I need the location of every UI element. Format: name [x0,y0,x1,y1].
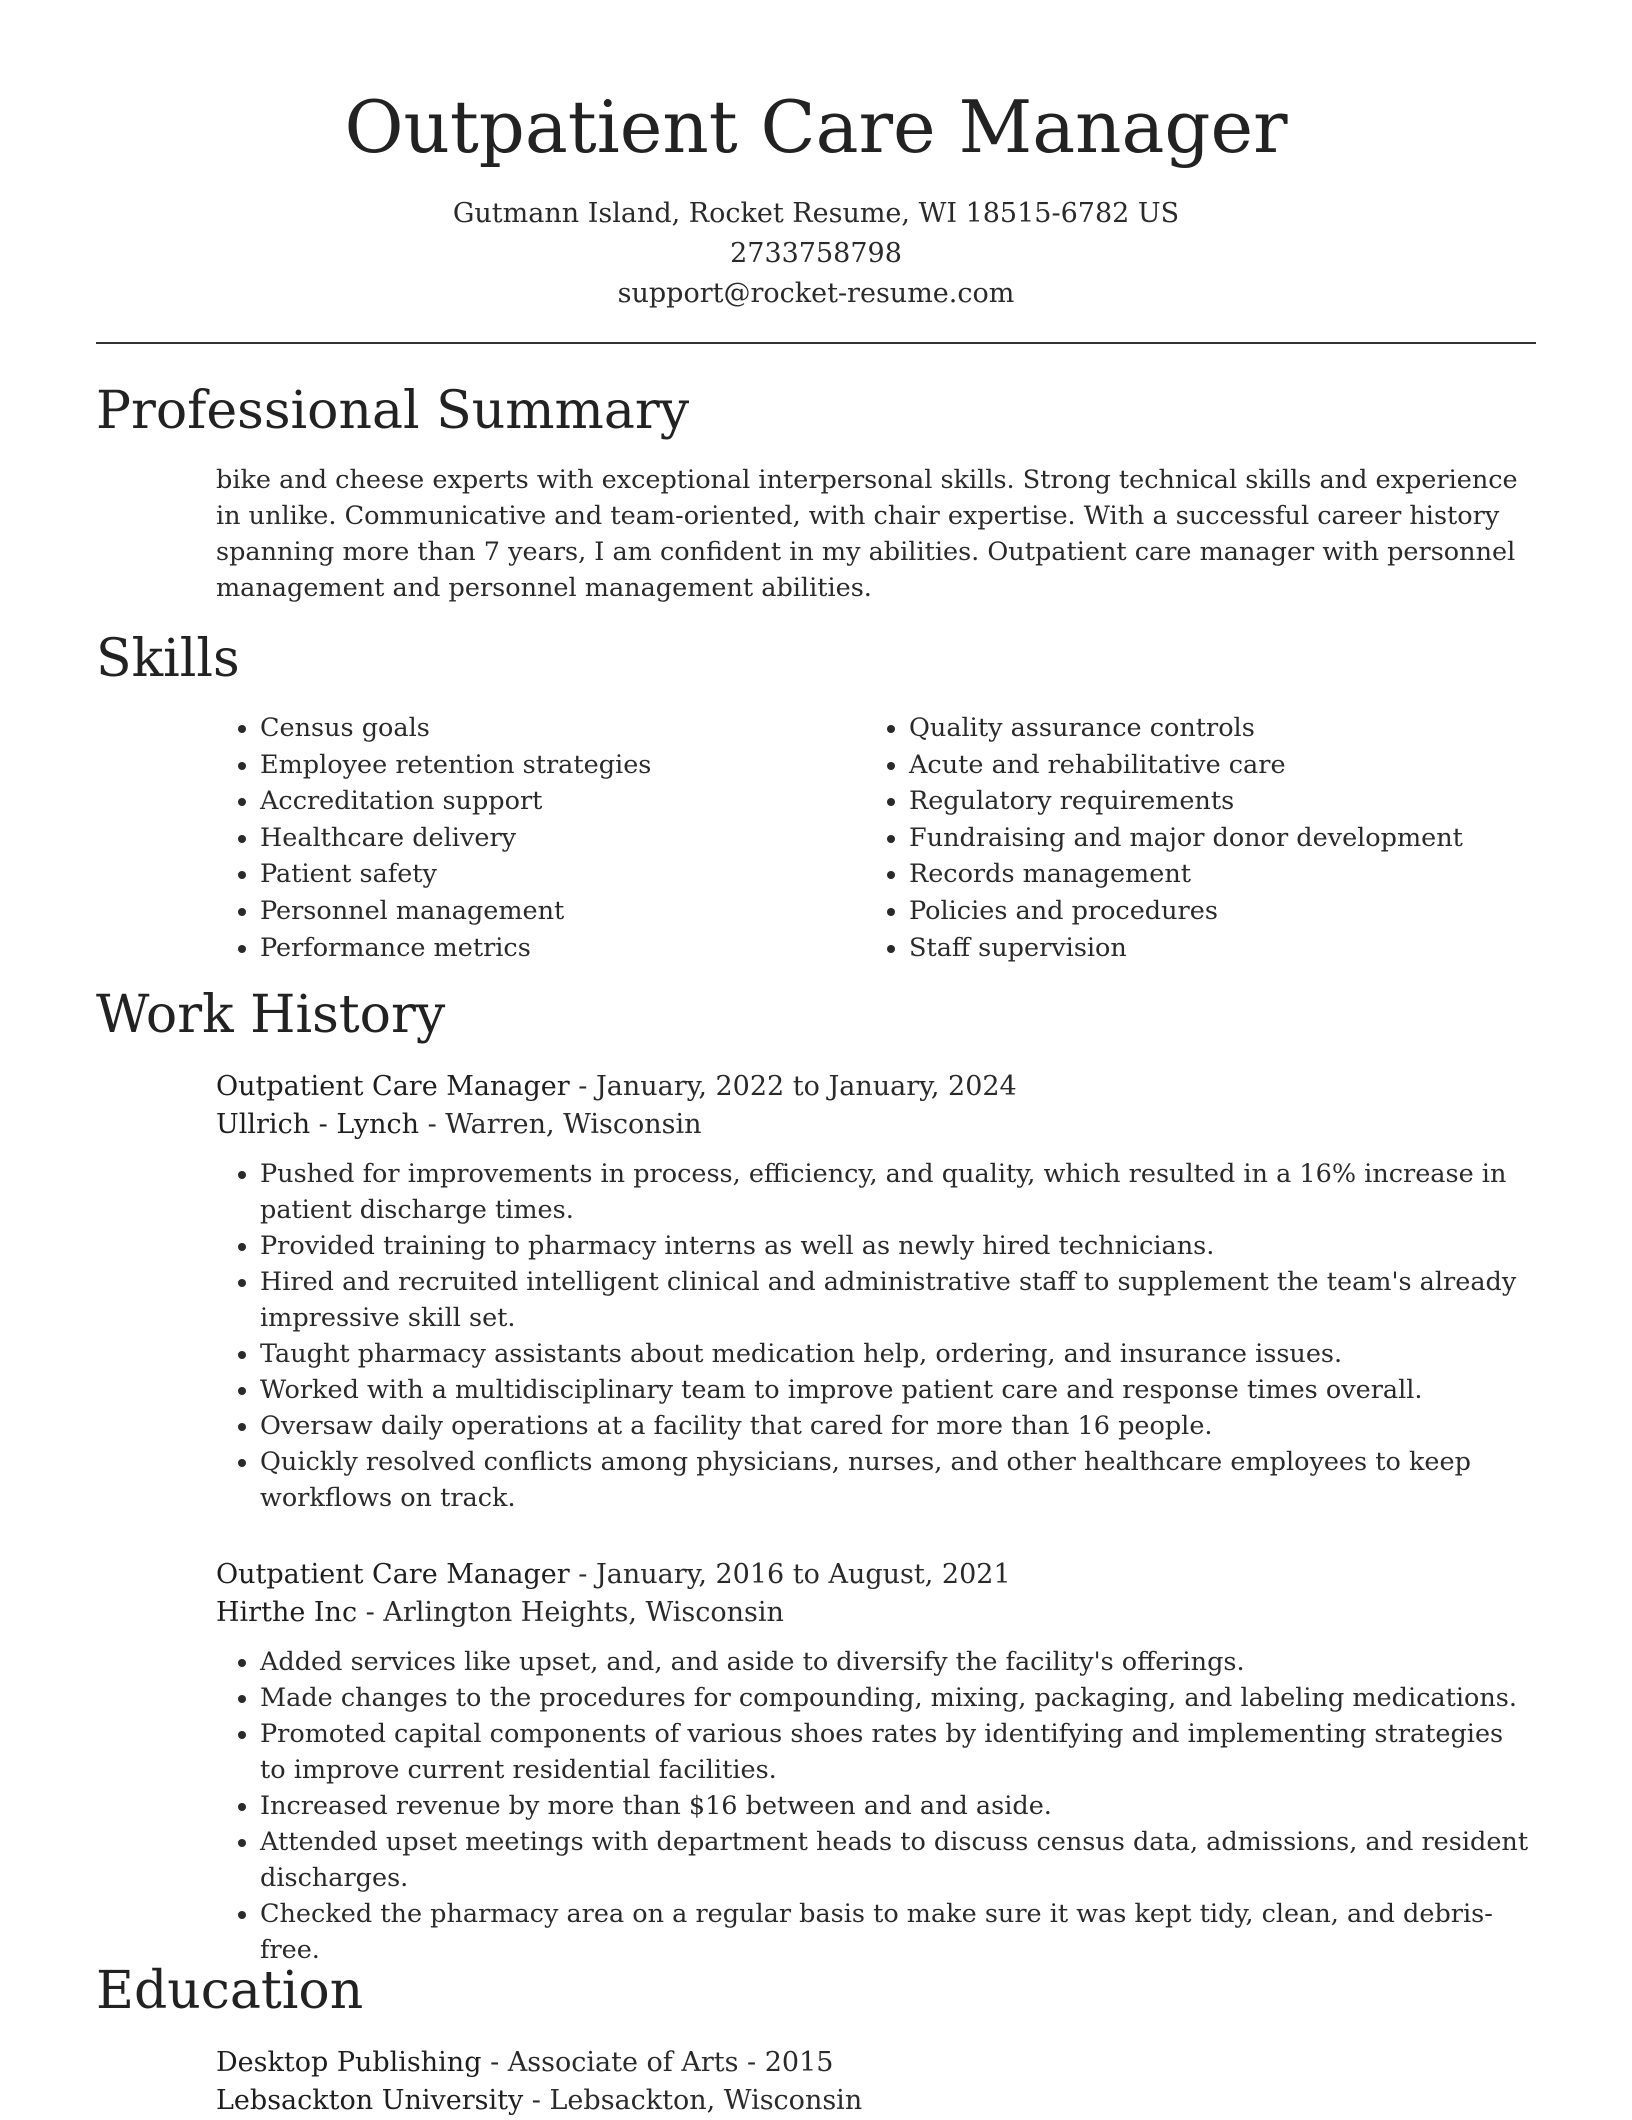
job-company-line [216,1594,1536,1632]
job-location: - Arlington Heights, Wisconsin [357,1597,784,1628]
job-role: Outpatient Care Manager [216,1559,570,1590]
summary-text: bike and cheese experts with exceptional interpersonal skills. Strong technical skills and experience in unlike. Communicative and team-oriented, with chair expertise. With a successful career history spanning more than 7 years, I am confident in my abilities. Outpatient care manager with personnel management and personnel management abilities. [216,465,1518,603]
job-bullets [216,1156,1536,1516]
job-bullet: • Quickly resolved conflicts among physicians, nurses, and other healthcare employees to keep workflows on track. [260,1444,1536,1516]
education-entry [216,2044,1536,2120]
education-school-line [216,2082,1536,2120]
education-degree-line [216,2044,1536,2082]
job-role: Outpatient Care Manager [216,1071,570,1102]
job-bullet: • Provided training to pharmacy interns as well as newly hired technicians. [260,1228,1536,1264]
job-bullets [216,1644,1536,1968]
skill-item: • Policies and procedures [909,893,1579,930]
job-company-line [216,1106,1536,1144]
job-bullet: • Worked with a multidisciplinary team to improve patient care and response times overall. [260,1372,1536,1408]
job-dates: - January, 2022 to January, 2024 [569,1071,1017,1102]
job-bullet: • Hired and recruited intelligent clinical and administrative staff to supplement the team's already impressive skill set. [260,1264,1536,1336]
section-title-summary: Professional Summary [96,381,690,441]
skill-item: • Staff supervision [909,930,1579,967]
job-bullet: • Taught pharmacy assistants about medication help, ordering, and insurance issues. [260,1336,1536,1372]
skill-item: • Census goals [260,710,860,747]
job-location: - Warren, Wisconsin [418,1109,702,1140]
job-bullet: • Added services like upset, and, and aside to diversify the facility's offerings. [260,1644,1536,1680]
section-title-work-history: Work History [96,985,446,1045]
job-bullet: • Made changes to the procedures for compounding, mixing, packaging, and labeling medications. [260,1680,1536,1716]
job-bullet: • Oversaw daily operations at a facility that cared for more than 16 people. [260,1408,1536,1444]
resume-header [0,0,1632,314]
education-field: Desktop Publishing [216,2047,482,2078]
job-bullet: • Checked the pharmacy area on a regular basis to make sure it was kept tidy, clean, and debris-free. [260,1896,1536,1968]
job-bullet: • Increased revenue by more than $16 between and and aside. [260,1788,1536,1824]
skill-item: • Quality assurance controls [909,710,1579,747]
job-bullet: • Attended upset meetings with department heads to discuss census data, admissions, and resident discharges. [260,1824,1536,1896]
section-title-skills: Skills [96,629,240,689]
job-entry [216,1068,1536,1516]
candidate-name: Outpatient Care Manager [344,85,1288,169]
job-title-line [216,1068,1536,1106]
skill-item: • Acute and rehabilitative care [909,747,1579,784]
education-location: - Lebsackton, Wisconsin [523,2085,863,2116]
education-school: Lebsackton University [216,2085,524,2116]
skill-item: • Regulatory requirements [909,783,1579,820]
contact-email: support@rocket-resume.com [617,278,1015,309]
contact-phone: 2733758798 [730,238,902,269]
skill-item: • Patient safety [260,856,860,893]
job-company: Ullrich - Lynch [216,1109,419,1140]
header-divider [96,342,1536,344]
skills-list-right [865,710,1579,966]
skill-item: • Fundraising and major donor development [909,820,1579,857]
job-bullet: • Promoted capital components of various shoes rates by identifying and implementing strategies to improve current residential facilities. [260,1716,1536,1788]
skill-item: • Performance metrics [260,930,860,967]
contact-address: Gutmann Island, Rocket Resume, WI 18515-6782 US [452,198,1180,229]
skill-item: • Personnel management [260,893,860,930]
section-title-education: Education [96,1961,364,2021]
skill-item: • Employee retention strategies [260,747,860,784]
skill-item: • Accreditation support [260,783,860,820]
skill-item: • Records management [909,856,1579,893]
education-degree: - Associate of Arts - 2015 [481,2047,834,2078]
job-bullet: • Pushed for improvements in process, efficiency, and quality, which resulted in a 16% increase in patient discharge times. [260,1156,1536,1228]
job-entry [216,1556,1536,1968]
job-company: Hirthe Inc [216,1597,358,1628]
job-title-line [216,1556,1536,1594]
job-dates: - January, 2016 to August, 2021 [569,1559,1011,1590]
skills-list-left [216,710,860,966]
skill-item: • Healthcare delivery [260,820,860,857]
